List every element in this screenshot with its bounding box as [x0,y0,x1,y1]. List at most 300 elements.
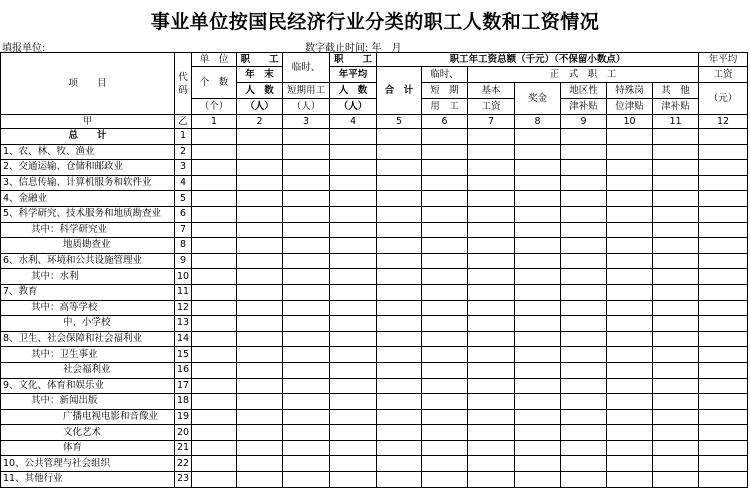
data-cell[interactable] [192,160,237,176]
data-cell[interactable] [607,425,653,441]
data-cell[interactable] [561,362,607,378]
data-cell[interactable] [192,253,237,269]
data-cell[interactable] [653,300,699,316]
data-cell[interactable] [237,206,283,222]
data-cell[interactable] [561,300,607,316]
data-cell[interactable] [422,425,468,441]
data-cell[interactable] [377,160,422,176]
data-cell[interactable] [377,425,422,441]
data-cell[interactable] [561,160,607,176]
row-label: 中、小学校 [1,316,175,332]
data-cell[interactable] [561,440,607,456]
data-cell[interactable] [283,238,330,254]
data-cell[interactable] [561,409,607,425]
table-row [1,129,748,145]
data-cell[interactable] [607,378,653,394]
data-cell[interactable] [607,347,653,363]
data-cell[interactable] [192,300,237,316]
data-cell[interactable] [237,191,283,207]
header-formal: 正 式 职 工 [468,67,699,83]
data-cell[interactable] [422,175,468,191]
data-cell[interactable] [468,144,515,160]
table-row [1,425,748,441]
data-cell[interactable] [377,175,422,191]
data-cell[interactable] [330,472,377,488]
data-cell[interactable] [192,331,237,347]
data-cell[interactable] [607,238,653,254]
data-cell[interactable] [192,316,237,332]
data-cell[interactable] [468,284,515,300]
data-cell[interactable] [699,378,748,394]
data-cell[interactable] [468,160,515,176]
data-cell[interactable] [561,191,607,207]
data-cell[interactable] [607,440,653,456]
data-cell[interactable] [422,238,468,254]
data-cell[interactable] [653,472,699,488]
data-cell[interactable] [699,222,748,238]
data-cell[interactable] [515,456,561,472]
row-label: 其中：卫生事业 [1,347,175,363]
data-cell[interactable] [377,347,422,363]
data-cell[interactable] [283,253,330,269]
data-cell[interactable] [330,144,377,160]
row-label: 地质勘查业 [1,238,175,254]
data-cell[interactable] [330,347,377,363]
data-cell[interactable] [561,378,607,394]
data-cell[interactable] [607,284,653,300]
data-cell[interactable] [377,362,422,378]
data-cell[interactable] [192,222,237,238]
data-cell[interactable] [561,222,607,238]
data-cell[interactable] [377,238,422,254]
data-cell[interactable] [699,425,748,441]
data-cell[interactable] [237,284,283,300]
data-cell[interactable] [237,175,283,191]
data-cell[interactable] [330,269,377,285]
data-cell[interactable] [515,409,561,425]
data-cell[interactable] [468,362,515,378]
data-cell[interactable] [468,316,515,332]
data-cell[interactable] [699,175,748,191]
data-cell[interactable] [330,175,377,191]
data-cell[interactable] [699,394,748,410]
data-cell[interactable] [699,362,748,378]
data-cell[interactable] [237,253,283,269]
row-code: 7 [175,222,192,238]
form-title: 事业单位按国民经济行业分类的职工人数和工资情况 [150,11,600,33]
data-cell[interactable] [330,409,377,425]
data-cell[interactable] [330,238,377,254]
data-cell[interactable] [699,269,748,285]
data-cell[interactable] [653,238,699,254]
data-cell[interactable] [192,175,237,191]
data-cell[interactable] [237,238,283,254]
data-cell[interactable] [468,253,515,269]
data-cell[interactable] [283,362,330,378]
data-cell[interactable] [192,409,237,425]
data-cell[interactable] [192,362,237,378]
data-cell[interactable] [377,378,422,394]
data-cell[interactable] [283,300,330,316]
data-cell[interactable] [653,456,699,472]
data-cell[interactable] [330,222,377,238]
data-cell[interactable] [515,206,561,222]
header-temp-wage3: 用 工 [422,99,468,115]
data-cell[interactable] [377,284,422,300]
data-cell[interactable] [515,440,561,456]
data-cell[interactable] [699,238,748,254]
data-cell[interactable] [653,440,699,456]
data-cell[interactable] [607,300,653,316]
data-cell[interactable] [377,394,422,410]
data-cell[interactable] [561,206,607,222]
data-cell[interactable] [468,206,515,222]
data-cell[interactable] [237,472,283,488]
data-cell[interactable] [561,284,607,300]
data-cell[interactable] [377,269,422,285]
data-cell[interactable] [468,440,515,456]
data-cell[interactable] [237,409,283,425]
data-cell[interactable] [607,409,653,425]
data-cell[interactable] [653,206,699,222]
data-cell[interactable] [330,378,377,394]
data-cell[interactable] [699,409,748,425]
data-cell[interactable] [468,331,515,347]
data-cell[interactable] [377,456,422,472]
data-cell[interactable] [607,269,653,285]
data-cell[interactable] [422,394,468,410]
data-cell[interactable] [607,394,653,410]
data-cell[interactable] [377,129,422,145]
header-regional2: 津补贴 [561,99,607,115]
data-cell[interactable] [515,191,561,207]
data-cell[interactable] [192,191,237,207]
data-cell[interactable] [607,222,653,238]
data-cell[interactable] [422,253,468,269]
data-cell[interactable] [699,160,748,176]
data-cell[interactable] [283,347,330,363]
data-cell[interactable] [377,472,422,488]
data-cell[interactable] [699,472,748,488]
data-cell[interactable] [422,331,468,347]
data-cell[interactable] [422,347,468,363]
data-cell[interactable] [192,269,237,285]
row-label: 4、金融业 [1,191,175,207]
data-cell[interactable] [237,160,283,176]
header-temp-wage: 临时、 [422,67,468,83]
data-cell[interactable] [377,331,422,347]
data-cell[interactable] [237,331,283,347]
data-cell[interactable] [515,362,561,378]
data-cell[interactable] [699,331,748,347]
data-cell[interactable] [468,269,515,285]
data-cell[interactable] [653,222,699,238]
data-cell[interactable] [192,129,237,145]
data-cell[interactable] [653,284,699,300]
data-cell[interactable] [192,238,237,254]
data-cell[interactable] [377,253,422,269]
data-cell[interactable] [330,253,377,269]
row-label: 文化艺术 [1,425,175,441]
data-cell[interactable] [422,269,468,285]
data-cell[interactable] [283,129,330,145]
data-cell[interactable] [653,160,699,176]
data-cell[interactable] [607,331,653,347]
data-cell[interactable] [515,253,561,269]
data-cell[interactable] [653,269,699,285]
data-cell[interactable] [422,129,468,145]
data-cell[interactable] [283,378,330,394]
data-cell[interactable] [422,300,468,316]
data-cell[interactable] [468,409,515,425]
data-cell[interactable] [653,425,699,441]
data-cell[interactable] [515,347,561,363]
data-cell[interactable] [330,331,377,347]
data-cell[interactable] [699,253,748,269]
column-index-cell: 9 [561,115,607,129]
data-cell[interactable] [468,394,515,410]
data-cell[interactable] [699,129,748,145]
data-cell[interactable] [699,316,748,332]
data-cell[interactable] [607,129,653,145]
data-cell[interactable] [468,378,515,394]
data-cell[interactable] [237,129,283,145]
data-cell[interactable] [468,129,515,145]
data-cell[interactable] [561,472,607,488]
data-cell[interactable] [422,206,468,222]
row-code: 8 [175,238,192,254]
data-cell[interactable] [192,472,237,488]
data-cell[interactable] [237,394,283,410]
data-cell[interactable] [515,222,561,238]
data-cell[interactable] [515,472,561,488]
data-cell[interactable] [422,144,468,160]
data-cell[interactable] [283,456,330,472]
data-cell[interactable] [192,456,237,472]
data-cell[interactable] [330,394,377,410]
data-cell[interactable] [561,238,607,254]
data-cell[interactable] [607,362,653,378]
data-cell[interactable] [607,206,653,222]
data-cell[interactable] [377,222,422,238]
data-cell[interactable] [653,347,699,363]
data-cell[interactable] [653,191,699,207]
data-cell[interactable] [607,472,653,488]
data-cell[interactable] [468,300,515,316]
table-row [1,331,748,347]
data-cell[interactable] [422,456,468,472]
data-cell[interactable] [377,300,422,316]
data-cell[interactable] [330,191,377,207]
data-cell[interactable] [422,409,468,425]
data-cell[interactable] [422,378,468,394]
data-cell[interactable] [330,160,377,176]
data-cell[interactable] [237,347,283,363]
data-cell[interactable] [561,347,607,363]
data-cell[interactable] [237,378,283,394]
data-cell[interactable] [237,222,283,238]
data-cell[interactable] [653,316,699,332]
data-cell[interactable] [607,316,653,332]
data-cell[interactable] [515,316,561,332]
data-cell[interactable] [283,206,330,222]
data-cell[interactable] [237,440,283,456]
data-cell[interactable] [653,253,699,269]
data-cell[interactable] [468,425,515,441]
data-cell[interactable] [468,191,515,207]
data-cell[interactable] [237,362,283,378]
data-cell[interactable] [653,144,699,160]
data-cell[interactable] [699,300,748,316]
data-cell[interactable] [468,238,515,254]
data-cell[interactable] [283,175,330,191]
data-cell[interactable] [607,175,653,191]
data-cell[interactable] [422,472,468,488]
data-cell[interactable] [283,394,330,410]
data-cell[interactable] [561,425,607,441]
data-cell[interactable] [283,472,330,488]
data-cell[interactable] [468,222,515,238]
data-cell[interactable] [515,331,561,347]
data-cell[interactable] [561,253,607,269]
data-cell[interactable] [561,269,607,285]
table-row [1,456,748,472]
data-cell[interactable] [283,425,330,441]
data-cell[interactable] [192,425,237,441]
table-row [1,472,748,488]
data-cell[interactable] [515,378,561,394]
data-cell[interactable] [330,316,377,332]
column-index-cell: 乙 [175,115,192,129]
data-cell[interactable] [237,269,283,285]
data-cell[interactable] [699,284,748,300]
data-cell[interactable] [330,440,377,456]
data-cell[interactable] [330,362,377,378]
column-index-cell: 11 [653,115,699,129]
data-cell[interactable] [422,222,468,238]
data-cell[interactable] [607,191,653,207]
data-cell[interactable] [192,144,237,160]
data-cell[interactable] [237,316,283,332]
data-cell[interactable] [283,331,330,347]
data-cell[interactable] [468,175,515,191]
data-cell[interactable] [515,300,561,316]
column-index-cell: 7 [468,115,515,129]
data-cell[interactable] [237,456,283,472]
data-cell[interactable] [561,129,607,145]
data-cell[interactable] [607,144,653,160]
data-cell[interactable] [192,284,237,300]
data-cell[interactable] [283,284,330,300]
table-row [1,394,748,410]
data-cell[interactable] [237,425,283,441]
data-cell[interactable] [377,144,422,160]
data-cell[interactable] [422,440,468,456]
data-cell[interactable] [515,425,561,441]
data-cell[interactable] [377,409,422,425]
data-cell[interactable] [283,316,330,332]
data-cell[interactable] [699,191,748,207]
data-cell[interactable] [607,160,653,176]
data-cell[interactable] [330,425,377,441]
data-cell[interactable] [377,440,422,456]
data-cell[interactable] [561,316,607,332]
data-cell[interactable] [515,144,561,160]
data-cell[interactable] [653,129,699,145]
data-cell[interactable] [330,456,377,472]
data-cell[interactable] [653,409,699,425]
data-cell[interactable] [283,440,330,456]
data-cell[interactable] [468,456,515,472]
data-cell[interactable] [377,191,422,207]
data-cell[interactable] [515,175,561,191]
data-cell[interactable] [192,347,237,363]
data-cell[interactable] [653,362,699,378]
data-cell[interactable] [237,300,283,316]
data-cell[interactable] [607,456,653,472]
data-cell[interactable] [192,378,237,394]
row-label: 2、交通运输、仓储和邮政业 [1,160,175,176]
data-cell[interactable] [283,160,330,176]
data-cell[interactable] [653,378,699,394]
data-cell[interactable] [422,362,468,378]
data-cell[interactable] [283,191,330,207]
table-row [1,175,748,191]
data-cell[interactable] [699,440,748,456]
data-cell[interactable] [561,456,607,472]
data-cell[interactable] [377,316,422,332]
data-cell[interactable] [237,144,283,160]
data-cell[interactable] [192,394,237,410]
data-cell[interactable] [561,331,607,347]
data-cell[interactable] [515,129,561,145]
data-cell[interactable] [515,160,561,176]
data-cell[interactable] [699,347,748,363]
data-cell[interactable] [468,347,515,363]
data-cell[interactable] [422,191,468,207]
data-cell[interactable] [422,160,468,176]
data-cell[interactable] [515,238,561,254]
data-cell[interactable] [192,206,237,222]
data-cell[interactable] [283,269,330,285]
data-cell[interactable] [422,316,468,332]
data-cell[interactable] [607,253,653,269]
data-cell[interactable] [653,394,699,410]
data-cell[interactable] [468,472,515,488]
data-cell[interactable] [283,409,330,425]
data-cell[interactable] [699,206,748,222]
data-cell[interactable] [283,144,330,160]
data-cell[interactable] [330,129,377,145]
data-cell[interactable] [515,394,561,410]
data-cell[interactable] [330,206,377,222]
data-cell[interactable] [653,175,699,191]
data-cell[interactable] [515,269,561,285]
data-cell[interactable] [561,175,607,191]
data-cell[interactable] [653,331,699,347]
data-cell[interactable] [377,206,422,222]
data-cell[interactable] [699,144,748,160]
data-cell[interactable] [699,456,748,472]
data-cell[interactable] [330,300,377,316]
data-cell[interactable] [561,144,607,160]
data-cell[interactable] [422,284,468,300]
data-cell[interactable] [561,394,607,410]
data-cell[interactable] [283,222,330,238]
data-cell[interactable] [192,440,237,456]
data-cell[interactable] [515,284,561,300]
data-cell[interactable] [330,284,377,300]
